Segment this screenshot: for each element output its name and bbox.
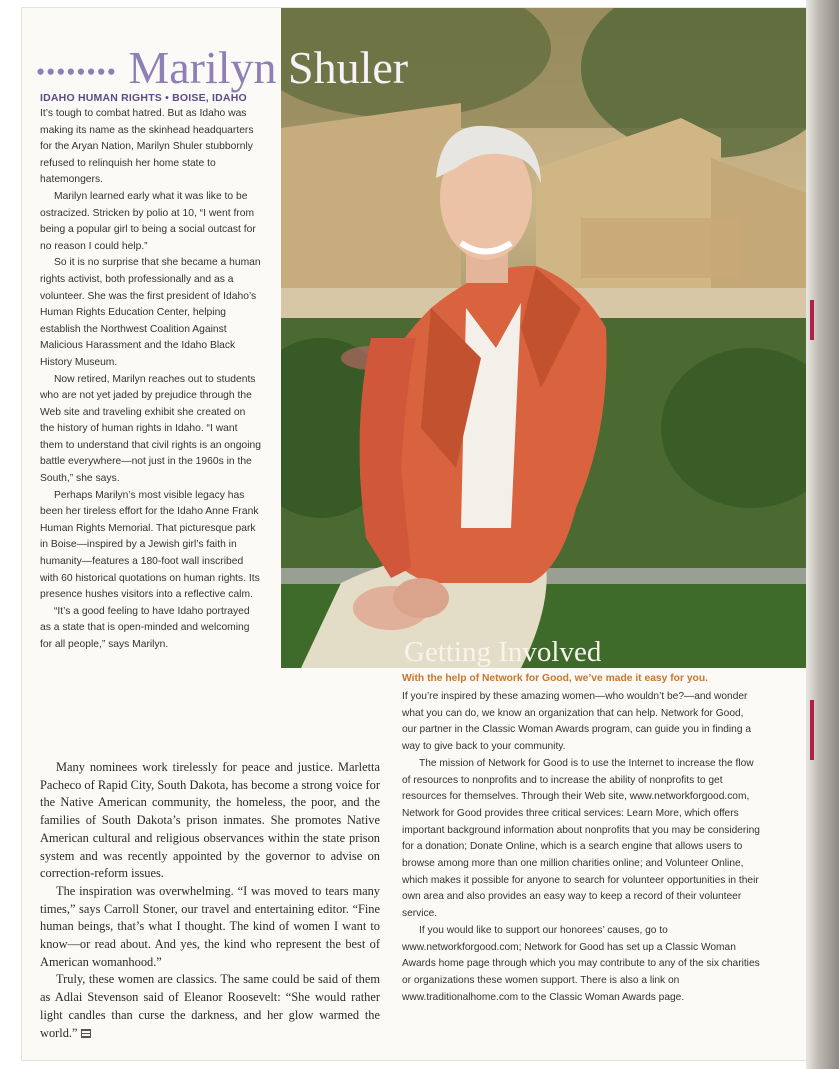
article-body-column bbox=[40, 106, 262, 654]
closing-paragraph: The inspiration was overwhelming. “I was moved to tears many times,” says Carroll Stoner, our travel and entertaining editor. “Fine human beings, that’s what I thought. The kind of women I want to know—or read about. And yes, the kind who represent the best of American womanhood.” bbox=[40, 883, 380, 969]
page-spine bbox=[806, 0, 839, 1069]
closing-paragraph bbox=[40, 971, 380, 1042]
sidebar-paragraph: The mission of Network for Good is to use the Internet to increase the flow of resources to nonprofits and to increase the ability of nonprofits to get resources for themselves. Through their Web site, www.networkforgood.com, Network for Good provides three critical services: Learn More, which offers important background information about nonprofits that you may be considering for a donation; Donate Online, which is a search engine that allows users to browse among more than one million charities online; and Volunteer Online, which makes it possible for anyone to search for volunteer opportunities in their own area and also provides an easy way to keep a record of their volunteer service. bbox=[402, 757, 760, 920]
portrait-photo bbox=[281, 8, 806, 668]
article-paragraph: Marilyn learned early what it was like to be ostracized. Stricken by polio at 10, “I went from being a popular girl to being a social outcast for no reason I could help.” bbox=[40, 190, 256, 252]
sidebar-paragraph: If you would like to support our honorees’ causes, go to www.networkforgood.com; Network for Good has set up a Classic Woman Awards home page through which you may contribute to any of the six charities or organizations these women support. There is also a link on www.traditionalhome.com to the Classic Woman Awards page. bbox=[402, 924, 760, 1003]
spine-color-mark bbox=[810, 700, 814, 760]
end-mark-icon bbox=[81, 1029, 91, 1038]
portrait-illustration bbox=[281, 8, 806, 668]
sidebar-title: Getting Involved bbox=[404, 636, 602, 668]
sidebar-body-column bbox=[402, 689, 760, 1006]
article-paragraph: Now retired, Marilyn reaches out to students who are not yet jaded by prejudice through the Web site and traveling exhibit she created on the history of human rights in Idaho. “I want them to understand that civil rights is an ongoing battle everywhere—not just in the 1960s in the South,” she says. bbox=[40, 373, 261, 485]
article-paragraph: It’s tough to combat hatred. But as Idaho was making its name as the skinhead headquarters for the Aryan Nation, Marilyn Shuler stubbornly refused to relinquish her home state to hatemongers. bbox=[40, 108, 254, 186]
sidebar-paragraph: If you’re inspired by these amazing women—who wouldn’t be?—and wonder what you can do, we know an organization that can help. Network for Good, our partner in the Classic Woman Awards program, can guide you in finding a way to give back to your community. bbox=[402, 691, 752, 753]
closing-body-column bbox=[40, 759, 380, 1042]
article-paragraph: Perhaps Marilyn’s most visible legacy has been her tireless effort for the Idaho Anne Frank Human Rights Memorial. That picturesque park in Boise—inspired by a Jewish girl’s faith in humanity—features a 180-foot wall inscribed with 60 historical quotations on human rights. Its presence hushes visitors into a reflective calm. bbox=[40, 489, 260, 601]
article-kicker: IDAHO HUMAN RIGHTS • BOISE, IDAHO bbox=[40, 92, 247, 104]
article-paragraph: “It’s a good feeling to have Idaho portrayed as a state that is open-minded and welcoming for all people,” says Marilyn. bbox=[40, 605, 250, 650]
article-title bbox=[36, 40, 408, 96]
closing-paragraph-text: Truly, these women are classics. The same could be said of them as Adlai Stevenson said of Eleanor Roosevelt: “She would rather light candles than curse the darkness, and her glow warmed the world.” bbox=[40, 972, 380, 1040]
title-dots: •••••••• bbox=[36, 57, 117, 87]
title-first-name: Marilyn bbox=[128, 42, 277, 93]
closing-paragraph: Many nominees work tirelessly for peace and justice. Marletta Pacheco of Rapid City, South Dakota, has become a strong voice for the Native American community, the homeless, the poor, and the families of South Dakota’s prison inmates. She promotes Native American cultural and religious observances within the state prison system and was recently appointed by the governor to advise on correction-reform issues. bbox=[40, 760, 380, 881]
article-paragraph: So it is no surprise that she became a human rights activist, both professionally and as a volunteer. She was the first president of Idaho’s Human Rights Education Center, helping establish the Northwest Coalition Against Malicious Harassment and the Idaho Black History Museum. bbox=[40, 257, 261, 368]
spine-color-mark bbox=[810, 300, 814, 340]
sidebar-lead: With the help of Network for Good, we’ve made it easy for you. bbox=[402, 673, 708, 684]
title-last-name: Shuler bbox=[288, 42, 409, 93]
